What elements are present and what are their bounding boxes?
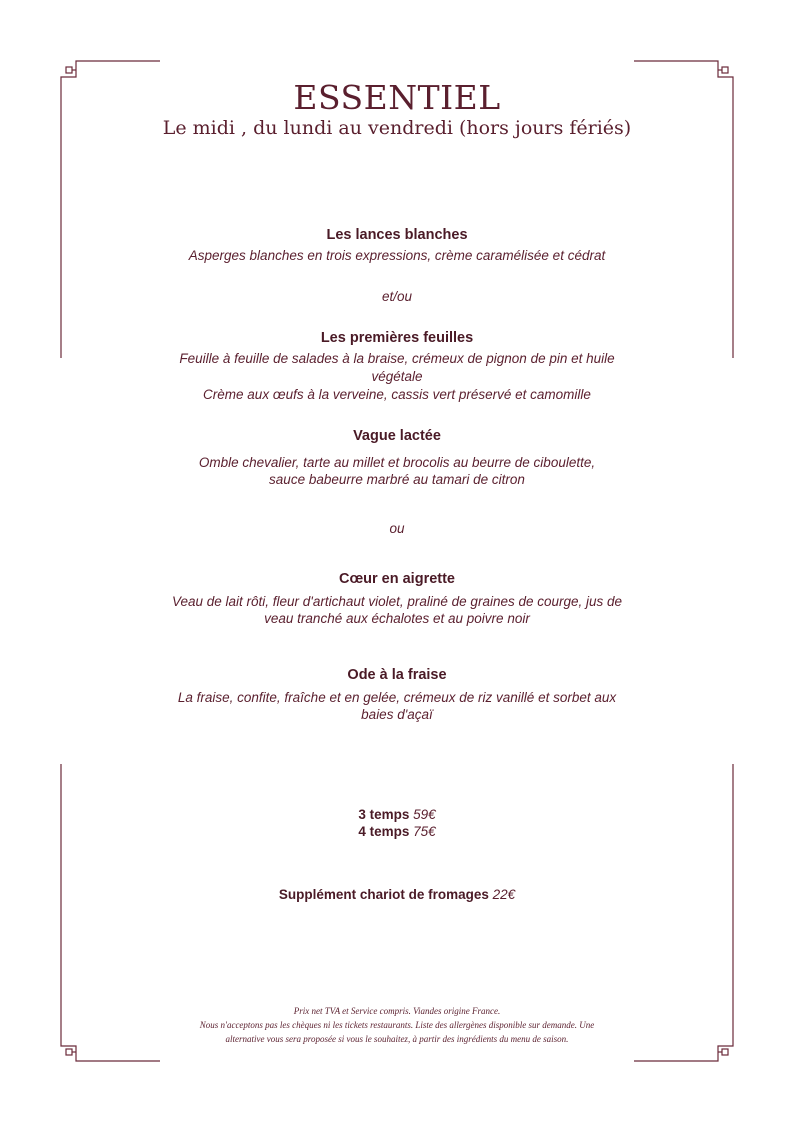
dish-desc-coeur-en-aigrette-line1: Veau de lait rôti, fleur d'artichaut violet, praliné de graines de courge, jus de [171,594,623,609]
dish-desc-ode-a-la-fraise-line2: baies d'açaï [361,707,433,722]
price-cheese-supplement [0,886,794,903]
cheese-supplement-value: 22€ [492,887,516,902]
dish-desc-coeur-en-aigrette-line2: veau tranché aux échalotes et au poivre noir [264,611,530,626]
footer-line-1: Prix net TVA et Service compris. Viandes origine France. [293,1006,501,1016]
price-4-temps-label: 4 temps [358,824,410,839]
dish-desc-premieres-feuilles-line2: végétale [371,369,423,384]
separator-et-ou: et/ou [381,289,413,304]
price-3-temps-value: 59€ [413,807,436,822]
dish-desc-premieres-feuilles-line1: Feuille à feuille de salades à la braise, crémeux de pignon de pin et huile [179,351,615,366]
footer-line-3: alternative vous sera proposée si vous le souhaitez, à partir des ingrédients du menu de saison. [225,1034,569,1044]
price-4-temps [0,823,794,840]
page-subtitle: Le midi , du lundi au vendredi (hors jours fériés) [162,117,632,139]
cheese-supplement-label: Supplément chariot de fromages [278,887,489,902]
dish-desc-lances-blanches: Asperges blanches en trois expressions, crème caramélisée et cédrat [188,248,606,263]
price-4-temps-value: 75€ [413,824,436,839]
dish-title-premieres-feuilles: Les premières feuilles [320,330,474,346]
price-3-temps-label: 3 temps [358,807,410,822]
price-3-temps [0,806,794,823]
page-title: ESSENTIEL [293,78,501,117]
dish-desc-vague-lactee-line2: sauce babeurre marbré au tamari de citron [269,472,525,487]
dish-desc-premieres-feuilles-line3: Crème aux œufs à la verveine, cassis vert préservé et camomille [203,387,591,402]
dish-title-ode-a-la-fraise: Ode à la fraise [347,667,447,683]
dish-title-coeur-en-aigrette: Cœur en aigrette [338,571,455,587]
dish-desc-ode-a-la-fraise-line1: La fraise, confite, fraîche et en gelée, crémeux de riz vanillé et sorbet aux [177,690,617,705]
dish-title-vague-lactee: Vague lactée [353,428,441,444]
separator-ou: ou [389,521,405,536]
dish-title-lances-blanches: Les lances blanches [326,227,468,243]
dish-desc-vague-lactee-line1: Omble chevalier, tarte au millet et brocolis au beurre de ciboulette, [198,455,596,470]
footer-line-2: Nous n'acceptons pas les chèques ni les tickets restaurants. Liste des allergènes disponible sur demande. Une [199,1020,595,1030]
